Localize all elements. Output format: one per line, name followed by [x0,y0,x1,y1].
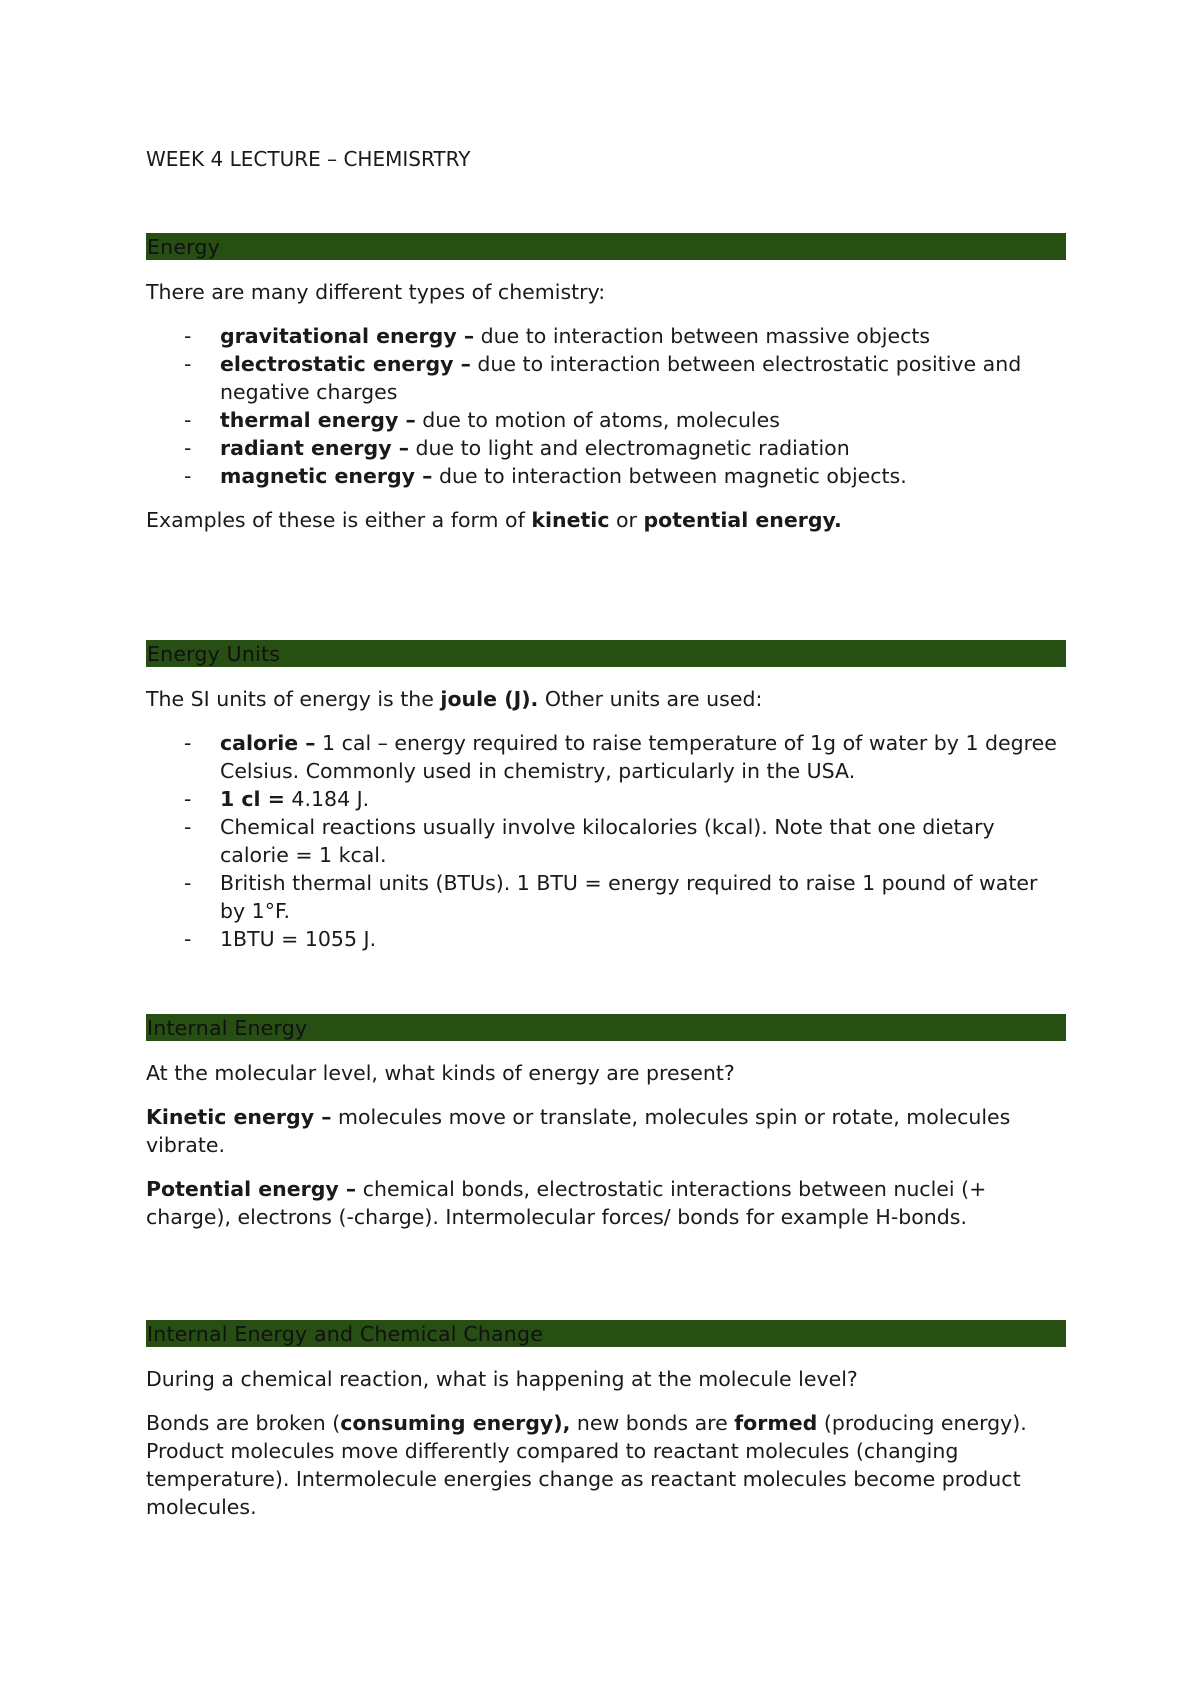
list-item-term: electrostatic energy – [220,352,471,376]
list-item-term: gravitational energy – [220,324,475,348]
energy-units-intro [146,685,1066,713]
potential-energy-paragraph [146,1175,1066,1231]
list-item [146,462,1066,490]
list-dash: - [184,464,192,488]
kinetic-term: Kinetic energy – [146,1105,332,1129]
section-heading-chemical-change: Internal Energy and Chemical Change [146,1320,1066,1347]
section-heading-energy-units: Energy Units [146,640,1066,667]
list-item [146,813,1066,869]
list-dash: - [184,436,192,460]
list-item [146,729,1066,785]
change-bold-2: formed [734,1411,818,1435]
list-item-term: thermal energy – [220,408,416,432]
energy-summary [146,506,1066,534]
section-internal-energy [146,1014,1066,1231]
list-dash: - [184,731,192,755]
intro-text: The SI units of energy is the [146,687,441,711]
list-dash: - [184,408,192,432]
energy-units-list [146,729,1066,953]
document-title: WEEK 4 LECTURE – CHEMISRTRY [146,147,471,171]
potential-term: Potential energy – [146,1177,357,1201]
potential-text: chemical bonds, electrostatic interactions between nuclei (+ charge), electrons (-charge). Intermolecular forces/ bonds for example H-bonds. [146,1177,987,1229]
list-dash: - [184,815,192,839]
list-item-text: due to interaction between electrostatic positive and negative charges [220,352,1022,404]
energy-intro: There are many different types of chemistry: [146,280,606,304]
list-item-text: British thermal units (BTUs). 1 BTU = energy required to raise 1 pound of water by 1°F. [220,871,1038,923]
chemical-change-paragraph [146,1409,1066,1521]
change-bold-1: consuming energy), [340,1411,571,1435]
summary-potential: potential energy. [643,508,842,532]
list-item [146,406,1066,434]
section-chemical-change [146,1320,1066,1521]
summary-text: Examples of these is either a form of [146,508,532,532]
list-item [146,869,1066,925]
list-item-text: 1 cal – energy required to raise temperature of 1g of water by 1 degree Celsius. Commonly used in chemistry, particularly in the USA. [220,731,1057,783]
list-dash: - [184,927,192,951]
list-item [146,785,1066,813]
list-dash: - [184,324,192,348]
list-item-text: 4.184 J. [284,787,370,811]
intro-joule: joule (J). [440,687,539,711]
section-heading-energy: Energy [146,233,1066,260]
kinetic-text: molecules move or translate, molecules spin or rotate, molecules vibrate. [146,1105,1011,1157]
list-item-term: radiant energy – [220,436,409,460]
summary-kinetic: kinetic [531,508,610,532]
list-item-text: due to light and electromagnetic radiation [408,436,850,460]
list-dash: - [184,352,192,376]
list-dash: - [184,871,192,895]
list-item [146,434,1066,462]
chemical-change-question: During a chemical reaction, what is happening at the molecule level? [146,1367,858,1391]
list-item-term: 1 cl = [220,787,285,811]
internal-energy-question: At the molecular level, what kinds of energy are present? [146,1061,735,1085]
list-dash: - [184,787,192,811]
change-text-2: new bonds are [570,1411,735,1435]
list-item-term: magnetic energy – [220,464,433,488]
section-energy-units [146,640,1066,953]
list-item-text: due to interaction between magnetic objects. [432,464,907,488]
list-item-text: Chemical reactions usually involve kilocalories (kcal). Note that one dietary calorie = 1 kcal. [220,815,995,867]
list-item [146,322,1066,350]
list-item-text: 1BTU = 1055 J. [220,927,377,951]
list-item-text: due to interaction between massive objects [474,324,931,348]
change-text-1: Bonds are broken ( [146,1411,341,1435]
list-item [146,350,1066,406]
kinetic-energy-paragraph [146,1103,1066,1159]
list-item [146,925,1066,953]
energy-types-list [146,322,1066,490]
summary-or: or [609,508,644,532]
change-text-3: (producing energy). Product molecules move differently compared to reactant molecules (changing temperature). Intermolecule energies change as reactant molecules become product molecules. [146,1411,1027,1519]
list-item-term: calorie – [220,731,316,755]
list-item-text: due to motion of atoms, molecules [415,408,780,432]
section-heading-internal-energy: Internal Energy [146,1014,1066,1041]
section-energy [146,233,1066,534]
intro-suffix: Other units are used: [538,687,763,711]
